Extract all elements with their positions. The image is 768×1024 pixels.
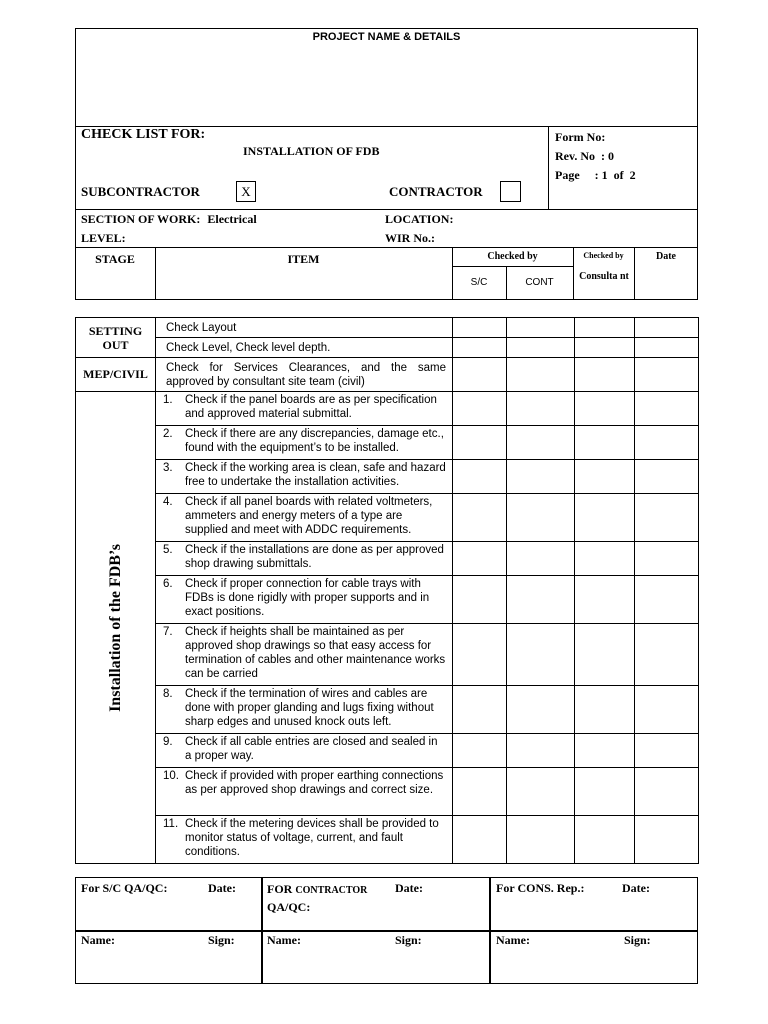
check-cell[interactable] (635, 734, 699, 768)
subcontractor-mark: X (241, 184, 251, 199)
item-text (160, 687, 446, 729)
item-cell (156, 542, 453, 576)
item-text (160, 393, 446, 421)
section-of-work-label: SECTION OF WORK: (81, 212, 201, 226)
sc-sign-label: Sign: (208, 933, 235, 947)
item-description: Check if the termination of wires and cables are done with proper glanding and lugs fixing without sharp edges and unused knock outs left. (185, 688, 434, 728)
item-description: Check if heights shall be maintained as per approved shop drawings so that easy access for termination of cables and other maintenance works can be carried (185, 626, 446, 680)
item-number: 10. (163, 770, 179, 782)
column-cont: CONT (525, 277, 554, 288)
table-row (76, 734, 699, 768)
item-text: Check for Services Clearances, and the same approved by consultant site team (civil) (166, 361, 446, 388)
contractor-qaqc-qaqc: QA/QC: (267, 900, 311, 914)
contractor-date-label: Date: (395, 881, 423, 895)
item-text (160, 543, 446, 571)
item-number: 8. (163, 688, 173, 700)
contractor-qaqc-label (267, 881, 367, 915)
stage-cell (76, 318, 156, 358)
section-of-work (81, 212, 257, 227)
column-sc: S/C (470, 277, 488, 288)
check-cell[interactable] (453, 816, 507, 864)
table-row (76, 338, 699, 358)
item-cell (156, 494, 453, 542)
item-number: 7. (163, 626, 173, 638)
cons-rep-label: For CONS. Rep.: (496, 881, 585, 895)
stage-cell (76, 392, 156, 864)
item-text (160, 625, 446, 681)
item-number: 6. (163, 578, 173, 590)
item-text: Check Layout (166, 321, 237, 334)
check-cell[interactable] (635, 576, 699, 624)
check-cell[interactable] (507, 338, 575, 358)
check-cell[interactable] (635, 686, 699, 734)
column-checked-by-consultant: Checked by (583, 251, 624, 260)
sc-qaqc-label: For S/C QA/QC: (81, 881, 168, 895)
item-description: Check if provided with proper earthing connections as per approved shop drawings and correct size. (185, 770, 444, 796)
contractor-sign-label: Sign: (395, 933, 422, 947)
project-title: PROJECT NAME & DETAILS (312, 31, 461, 43)
item-cell (156, 816, 453, 864)
checklist-table (75, 317, 699, 864)
check-cell[interactable] (575, 392, 635, 426)
check-cell[interactable] (507, 460, 575, 494)
item-description: Check if all cable entries are closed and sealed in a proper way. (185, 736, 438, 762)
stage-label: MEP/CIVIL (83, 367, 148, 381)
check-cell[interactable] (635, 318, 699, 338)
check-cell[interactable] (453, 494, 507, 542)
check-cell[interactable] (575, 358, 635, 392)
check-cell[interactable] (575, 816, 635, 864)
check-cell[interactable] (453, 686, 507, 734)
item-number: 9. (163, 736, 173, 748)
item-cell (156, 624, 453, 686)
check-cell[interactable] (507, 768, 575, 816)
item-number: 4. (163, 496, 173, 508)
checklist-item-title: INSTALLATION OF FDB (243, 144, 380, 158)
section-of-work-value: Electrical (207, 212, 257, 226)
item-description: Check if proper connection for cable trays with FDBs is done rigidly with proper supports and in exact positions. (185, 578, 430, 618)
item-cell (156, 768, 453, 816)
stage-label: Installation of the FDB’s (106, 543, 124, 712)
contractor-qaqc-for: FOR (267, 882, 293, 896)
contractor-qaqc-contractor: CONTRACTOR (295, 885, 368, 896)
item-text (160, 817, 446, 859)
check-cell[interactable] (635, 460, 699, 494)
location-label: LOCATION: (385, 212, 454, 226)
check-cell[interactable] (575, 426, 635, 460)
table-row (76, 816, 699, 864)
checklist-body (76, 318, 699, 864)
sc-date-label: Date: (208, 881, 236, 895)
table-row (76, 686, 699, 734)
check-cell[interactable] (635, 542, 699, 576)
check-cell[interactable] (575, 542, 635, 576)
item-cell (156, 318, 453, 338)
subcontractor-checkbox[interactable] (236, 181, 256, 202)
item-text: Check Level, Check level depth. (166, 341, 331, 354)
check-cell[interactable] (507, 624, 575, 686)
item-description: Check if the working area is clean, safe and hazard free to undertake the installation activities. (185, 462, 446, 488)
item-cell (156, 686, 453, 734)
item-cell (156, 358, 453, 392)
table-row (76, 576, 699, 624)
check-cell[interactable] (575, 318, 635, 338)
check-cell[interactable] (575, 494, 635, 542)
table-row (76, 318, 699, 338)
check-cell[interactable] (507, 494, 575, 542)
contractor-name-label: Name: (267, 933, 301, 947)
item-number: 2. (163, 428, 173, 440)
check-cell[interactable] (453, 576, 507, 624)
item-text (160, 735, 446, 763)
check-cell[interactable] (507, 426, 575, 460)
check-cell[interactable] (453, 358, 507, 392)
subcontractor-label: SUBCONTRACTOR (81, 184, 200, 199)
table-row (76, 426, 699, 460)
check-cell[interactable] (635, 358, 699, 392)
item-text (160, 769, 446, 797)
form-no: Form No: (555, 130, 606, 144)
column-checked-by: Checked by (487, 251, 538, 262)
item-cell (156, 576, 453, 624)
cons-date-label: Date: (622, 881, 650, 895)
check-cell[interactable] (453, 768, 507, 816)
check-cell[interactable] (635, 816, 699, 864)
rev-no: Rev. No : 0 (555, 149, 614, 163)
check-cell[interactable] (507, 358, 575, 392)
table-row (76, 768, 699, 816)
check-cell[interactable] (453, 460, 507, 494)
item-description: Check if there are any discrepancies, damage etc., found with the equipment’s to be installed. (185, 428, 444, 454)
item-text (160, 427, 446, 455)
item-description: Check if the panel boards are as per specification and approved material submittal. (185, 394, 437, 420)
table-row (76, 624, 699, 686)
check-cell[interactable] (507, 734, 575, 768)
check-cell[interactable] (507, 392, 575, 426)
contractor-label: CONTRACTOR (389, 184, 483, 199)
check-cell[interactable] (507, 318, 575, 338)
item-cell (156, 338, 453, 358)
check-cell[interactable] (635, 338, 699, 358)
check-cell[interactable] (575, 576, 635, 624)
check-cell[interactable] (575, 624, 635, 686)
column-consultant: Consulta nt (579, 271, 629, 282)
item-description: Check if the installations are done as per approved shop drawing submittals. (185, 544, 444, 570)
item-number: 3. (163, 462, 173, 474)
item-cell (156, 426, 453, 460)
check-cell[interactable] (507, 542, 575, 576)
item-cell (156, 460, 453, 494)
sc-name-label: Name: (81, 933, 115, 947)
table-row (76, 358, 699, 392)
cons-sign-label: Sign: (624, 933, 651, 947)
item-description: Check if the metering devices shall be provided to monitor status of voltage, current, and fault conditions. (185, 818, 439, 858)
check-cell[interactable] (575, 734, 635, 768)
check-cell[interactable] (575, 686, 635, 734)
check-cell[interactable] (453, 318, 507, 338)
wir-no-label: WIR No.: (385, 231, 435, 245)
check-cell[interactable] (453, 392, 507, 426)
check-cell[interactable] (453, 426, 507, 460)
check-cell[interactable] (453, 624, 507, 686)
item-number: 5. (163, 544, 173, 556)
check-cell[interactable] (635, 624, 699, 686)
column-item: ITEM (287, 252, 320, 266)
check-cell[interactable] (453, 338, 507, 358)
page-number: Page : 1 of 2 (555, 168, 636, 182)
item-text (160, 461, 446, 489)
table-row (76, 542, 699, 576)
column-date: Date (656, 251, 676, 262)
item-description: Check if all panel boards with related voltmeters, ammeters and energy meters of a type are supplied and meet with ADDC requirements. (185, 496, 433, 536)
table-row (76, 460, 699, 494)
item-cell (156, 734, 453, 768)
table-row (76, 494, 699, 542)
table-row (76, 392, 699, 426)
contractor-checkbox[interactable] (500, 181, 521, 202)
check-cell[interactable] (575, 460, 635, 494)
check-cell[interactable] (507, 816, 575, 864)
check-cell[interactable] (635, 392, 699, 426)
item-text (160, 577, 446, 619)
check-cell[interactable] (635, 768, 699, 816)
check-cell[interactable] (635, 426, 699, 460)
check-cell[interactable] (453, 542, 507, 576)
check-cell[interactable] (575, 338, 635, 358)
check-cell[interactable] (507, 576, 575, 624)
level-label: LEVEL: (81, 231, 126, 245)
cons-name-label: Name: (496, 933, 530, 947)
checklist-for-label: CHECK LIST FOR: (81, 127, 206, 142)
item-cell (156, 392, 453, 426)
stage-cell (76, 358, 156, 392)
column-stage: STAGE (95, 252, 135, 266)
item-text (160, 495, 446, 537)
item-number: 1. (163, 394, 173, 406)
check-cell[interactable] (453, 734, 507, 768)
stage-label: SETTING OUT (88, 323, 143, 352)
item-number: 11. (163, 818, 179, 830)
check-cell[interactable] (507, 686, 575, 734)
check-cell[interactable] (635, 494, 699, 542)
check-cell[interactable] (575, 768, 635, 816)
